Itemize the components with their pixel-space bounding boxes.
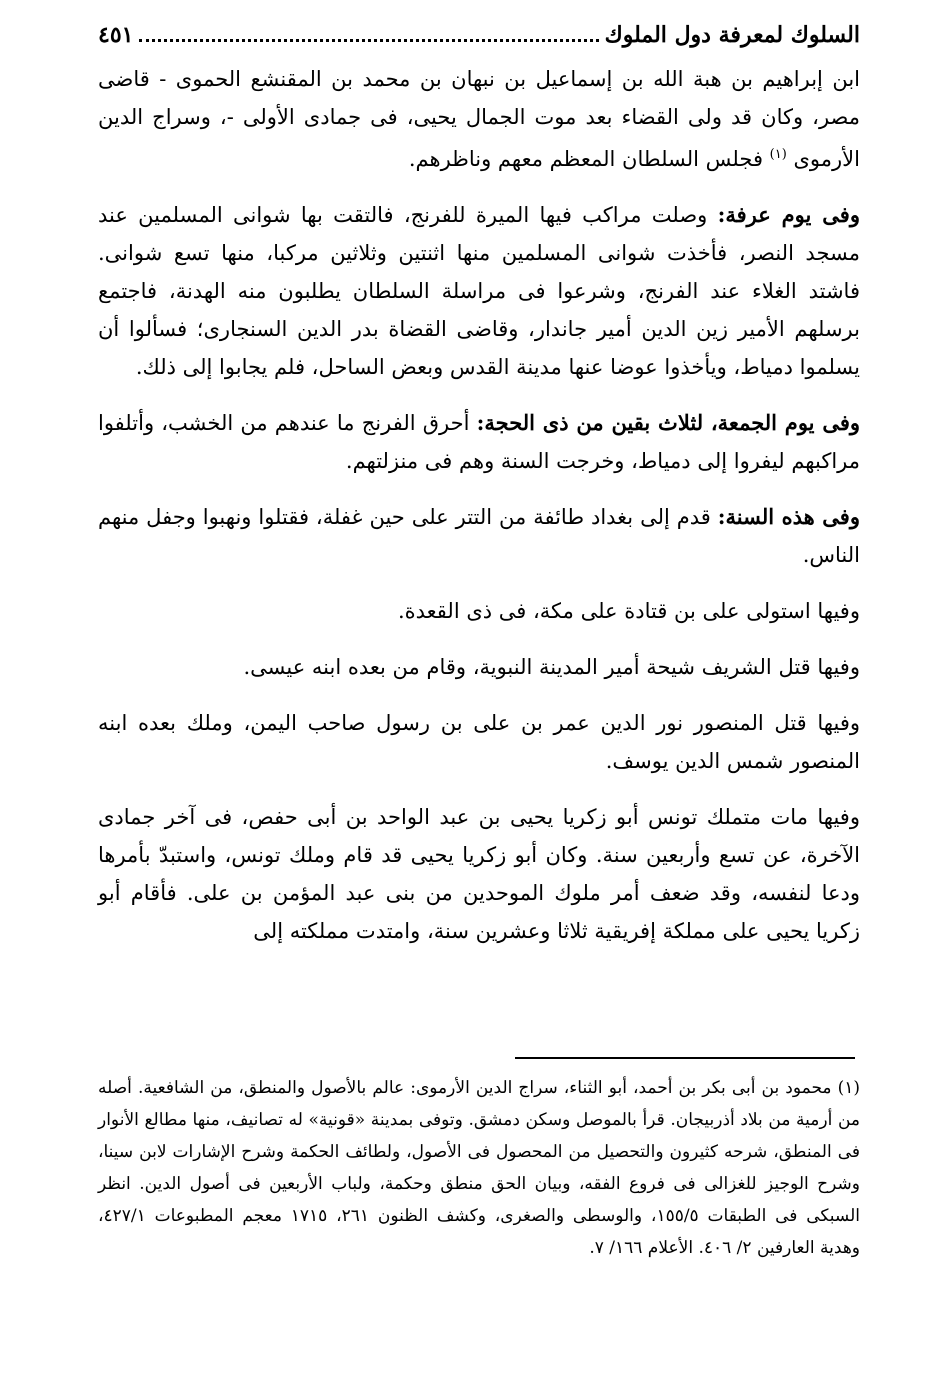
paragraph-text: وفيها استولى على بن قتادة على مكة، فى ذى القعدة. bbox=[397, 599, 860, 623]
paragraph bbox=[98, 60, 860, 178]
running-header bbox=[98, 22, 860, 60]
paragraph-text: قدم إلى بغداد طائفة من التتر على حين غفلة، فقتلوا ونهبوا وجفل منهم الناس. bbox=[98, 505, 860, 567]
page-body bbox=[98, 22, 860, 968]
footnote-divider bbox=[515, 1057, 855, 1059]
paragraph-text: وفيها قتل المنصور نور الدين عمر بن على بن رسول صاحب اليمن، وملك بعده ابنه المنصور شمس الدين يوسف. bbox=[98, 711, 860, 773]
paragraph-lead: وفى هذه السنة: bbox=[717, 504, 860, 529]
footnote: (١) محمود بن أبى بكر بن أحمد، أبو الثناء، سراج الدين الأرموى: عالم بالأصول والمنطق، من الشافعية. أصله من أرمية من بلاد أذربيجان. قرأ بالموصل وسكن دمشق. وتوفى بمدينة «قونية» له تصانيف، منها مطالع الأنوار فى المنطق، شرحه كثيرون والتحصيل من المحصول فى الأصول، ولطائف الحكمة وشرح الإشارات لابن سينا، وشرح الوجيز للغزالى فى فروع الفقه، وبيان الحق منطق وحكمة، ولباب الأربعين فى أصول الدين. انظر السبكى فى الطبقات ١٥٥/٥، والوسطى والصغرى، وكشف الظنون ٢٦١، ١٧١٥ معجم المطبوعات ٤٢٧/١، وهدية العارفين ٢/ ٤٠٦. الأعلام ١٦٦/ ٧. bbox=[98, 1078, 860, 1258]
paragraph bbox=[98, 592, 860, 630]
paragraph-text: أحرق الفرنج ما عندهم من الخشب، وأتلفوا مراكبهم ليفروا إلى دمياط، وخرجت السنة وهم فى منزلتهم. bbox=[98, 411, 860, 473]
paragraph-text: وصلت مراكب فيها الميرة للفرنج، فالتقت بها شوانى المسلمين عند مسجد النصر، فأخذت شوانى المسلمين منها اثنتين وثلاثين مركبا، منها تسع شوانى. فاشتد الغلاء عند الفرنج، وشرعوا فى مراسلة السلطان يطلبون منه الهدنة، فاجتمع برسلهم الأمير زين الدين أمير جاندار، وقاضى القضاة بدر الدين السنجارى؛ فسألوا أن يسلموا دمياط، ويأخذوا عوضا عنها مدينة القدس وبعض الساحل، فلم يجابوا إلى ذلك. bbox=[98, 203, 860, 379]
paragraph-text: فجلس السلطان المعظم معهم وناظرهم. bbox=[408, 147, 770, 171]
paragraph bbox=[98, 404, 860, 480]
paragraph bbox=[98, 704, 860, 780]
paragraph-text: وفيها مات متملك تونس أبو زكريا يحيى بن عبد الواحد بن أبى حفص، فى آخر جمادى الآخرة، عن تسع وأربعين سنة. وكان أبو زكريا يحيى قد قام وملك تونس، واستبدّ بأمرها ودعا لنفسه، وقد ضعف أمر ملوك الموحدين من بنى عبد المؤمن بن على. فأقام أبو زكريا يحيى على مملكة إفريقية ثلاثا وعشرين سنة، وامتدت مملكته إلى bbox=[98, 805, 860, 943]
paragraph bbox=[98, 798, 860, 950]
footnote-ref: (١) bbox=[769, 147, 787, 162]
book-title: السلوك لمعرفة دول الملوك bbox=[604, 22, 860, 48]
paragraph bbox=[98, 498, 860, 574]
paragraph bbox=[98, 648, 860, 686]
header-dot-leader bbox=[139, 39, 598, 42]
paragraph bbox=[98, 196, 860, 386]
paragraph-text: ابن إبراهيم بن هبة الله بن إسماعيل بن نبهان بن محمد بن المقنشع الحموى - قاضى مصر، وكان قد ولى القضاء بعد موت الجمال يحيى، فى جمادى الأولى -، وسراج الدين الأرموى bbox=[98, 67, 860, 171]
page-number: ٤٥١ bbox=[98, 22, 134, 48]
paragraph-lead: وفى يوم عرفة: bbox=[717, 202, 860, 227]
paragraph-text: وفيها قتل الشريف شيحة أمير المدينة النبوية، وقام من بعده ابنه عيسى. bbox=[243, 655, 860, 679]
paragraph-lead: وفى يوم الجمعة، لثلاث بقين من ذى الحجة: bbox=[476, 410, 861, 435]
